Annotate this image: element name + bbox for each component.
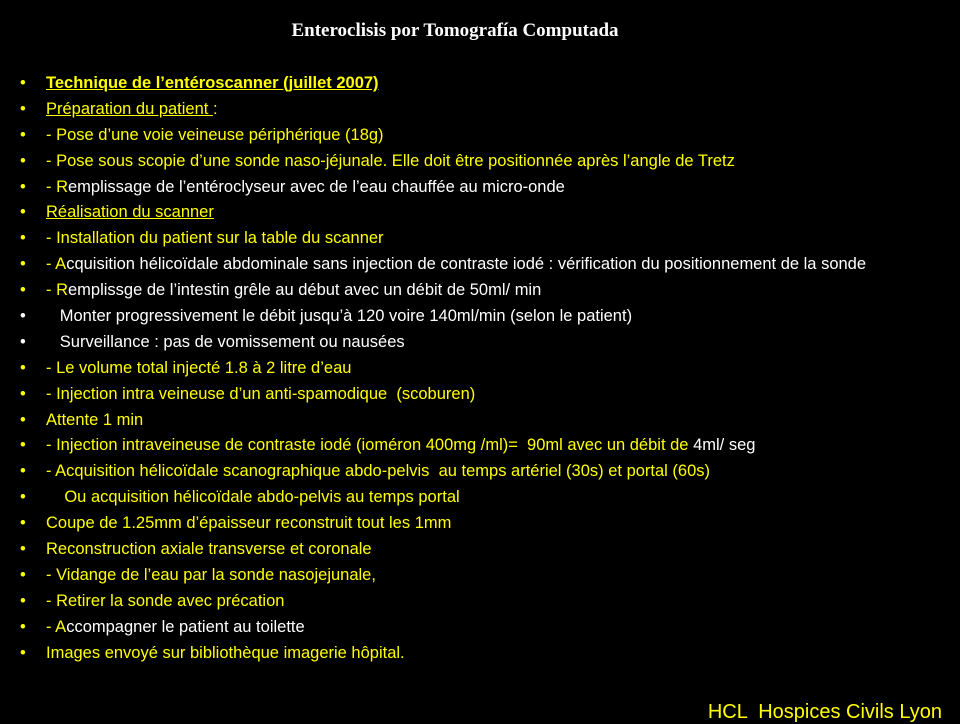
list-item-text: - Injection intra veineuse d’un anti-spamodique (scoburen): [46, 384, 476, 403]
list-item-text: Surveillance : pas de vomissement ou nausées: [46, 332, 405, 351]
list-item-text: - Acquisition hélicoïdale scanographique abdo-pelvis au temps artériel (30s) et portal (60s): [46, 462, 711, 481]
list-item: [20, 229, 950, 247]
bullet-icon: •: [20, 74, 26, 92]
list-item: [20, 281, 950, 299]
list-item: [20, 385, 950, 403]
list-item-text: - Injection intraveineuse de contraste iodé (ioméron 400mg /ml)= 90ml avec un débit de: [46, 436, 694, 455]
bullet-icon: •: [20, 229, 26, 248]
list-item-text: - Vidange de l’eau par la sonde nasojejunale,: [46, 565, 376, 584]
footer-credit: HCL Hospices Civils Lyon: [707, 701, 942, 723]
list-item-text: ccompagner le patient au toilette: [66, 617, 305, 636]
list-item: [20, 592, 950, 610]
list-item-text: - Installation du patient sur la table du scanner: [46, 229, 384, 248]
list-item-text: Coupe de 1.25mm d’épaisseur reconstruit tout les 1mm: [46, 514, 452, 533]
list-item: [20, 436, 950, 454]
list-item: [20, 203, 950, 221]
list-item-text: Images envoyé sur bibliothèque imagerie hôpital.: [46, 643, 405, 662]
list-item: [20, 333, 950, 351]
list-item: [20, 566, 950, 584]
list-item-text: - R: [46, 177, 68, 196]
bullet-icon: •: [20, 591, 26, 610]
bullet-icon: •: [20, 565, 26, 584]
list-item: [20, 462, 950, 480]
list-item-text: Monter progressivement le débit jusqu’à 120 voire 140ml/min (selon le patient): [46, 307, 633, 326]
list-item-text: - Pose sous scopie d’une sonde naso-jéjunale. Elle doit être positionnée après l’angle de Tretz: [46, 151, 735, 170]
list-item-text: Réalisation du scanner: [46, 203, 214, 222]
bullet-icon: •: [20, 99, 26, 118]
list-item: [20, 618, 950, 636]
bullet-icon: •: [20, 488, 26, 507]
bullet-icon: •: [20, 307, 26, 326]
list-item: [20, 152, 950, 170]
list-item: [20, 178, 950, 196]
list-item: [20, 540, 950, 558]
list-item: [20, 100, 950, 118]
list-item-text: emplissge de l’intestin grêle au début avec un débit de 50ml/ min: [68, 281, 542, 300]
list-item-text: - A: [46, 617, 67, 636]
bullet-icon: •: [20, 281, 26, 300]
bullet-icon: •: [20, 203, 26, 222]
list-item: [20, 514, 950, 532]
bullet-icon: •: [20, 358, 26, 377]
list-item-text: Reconstruction axiale transverse et coronale: [46, 540, 372, 559]
list-item: [20, 255, 950, 273]
bullet-icon: •: [20, 255, 26, 274]
list-item-text: emplissage de l’entéroclyseur avec de l’eau chauffée au micro-onde: [68, 177, 565, 196]
list-item-text: cquisition hélicoïdale abdominale sans injection de contraste iodé : vérification du positionnement de la sonde: [66, 255, 867, 274]
bullet-icon: •: [20, 462, 26, 481]
list-item-text: - Retirer la sonde avec précation: [46, 591, 285, 610]
list-item: [20, 74, 950, 92]
bullet-icon: •: [20, 617, 26, 636]
list-item-text: - Le volume total injecté 1.8 à 2 litre d’eau: [46, 358, 352, 377]
list-item: [20, 488, 950, 506]
bullet-icon: •: [20, 332, 26, 351]
bullet-icon: •: [20, 436, 26, 455]
bullet-icon: •: [20, 410, 26, 429]
list-item: [20, 411, 950, 429]
list-item: [20, 307, 950, 325]
bullet-icon: •: [20, 177, 26, 196]
list-item: [20, 359, 950, 377]
bullet-icon: •: [20, 151, 26, 170]
list-item: [20, 644, 950, 662]
list-item-text: - R: [46, 281, 68, 300]
list-item-text: :: [212, 99, 218, 118]
bullet-icon: •: [20, 125, 26, 144]
list-item-text: Technique de l’entéroscanner (juillet 2007): [46, 74, 379, 92]
slide-title: Enteroclisis por Tomografía Computada: [291, 20, 619, 41]
list-item-text: Préparation du patient: [46, 99, 213, 118]
list-item-text: 4ml/ seg: [693, 436, 756, 455]
bullet-list: [20, 74, 950, 669]
list-item-text: Attente 1 min: [46, 410, 144, 429]
list-item-text: - A: [46, 255, 67, 274]
bullet-icon: •: [20, 643, 26, 662]
list-item: [20, 126, 950, 144]
bullet-icon: •: [20, 540, 26, 559]
list-item-text: Ou acquisition hélicoïdale abdo-pelvis au temps portal: [46, 488, 460, 507]
bullet-icon: •: [20, 514, 26, 533]
list-item-text: - Pose d’une voie veineuse périphérique (18g): [46, 125, 384, 144]
bullet-icon: •: [20, 384, 26, 403]
